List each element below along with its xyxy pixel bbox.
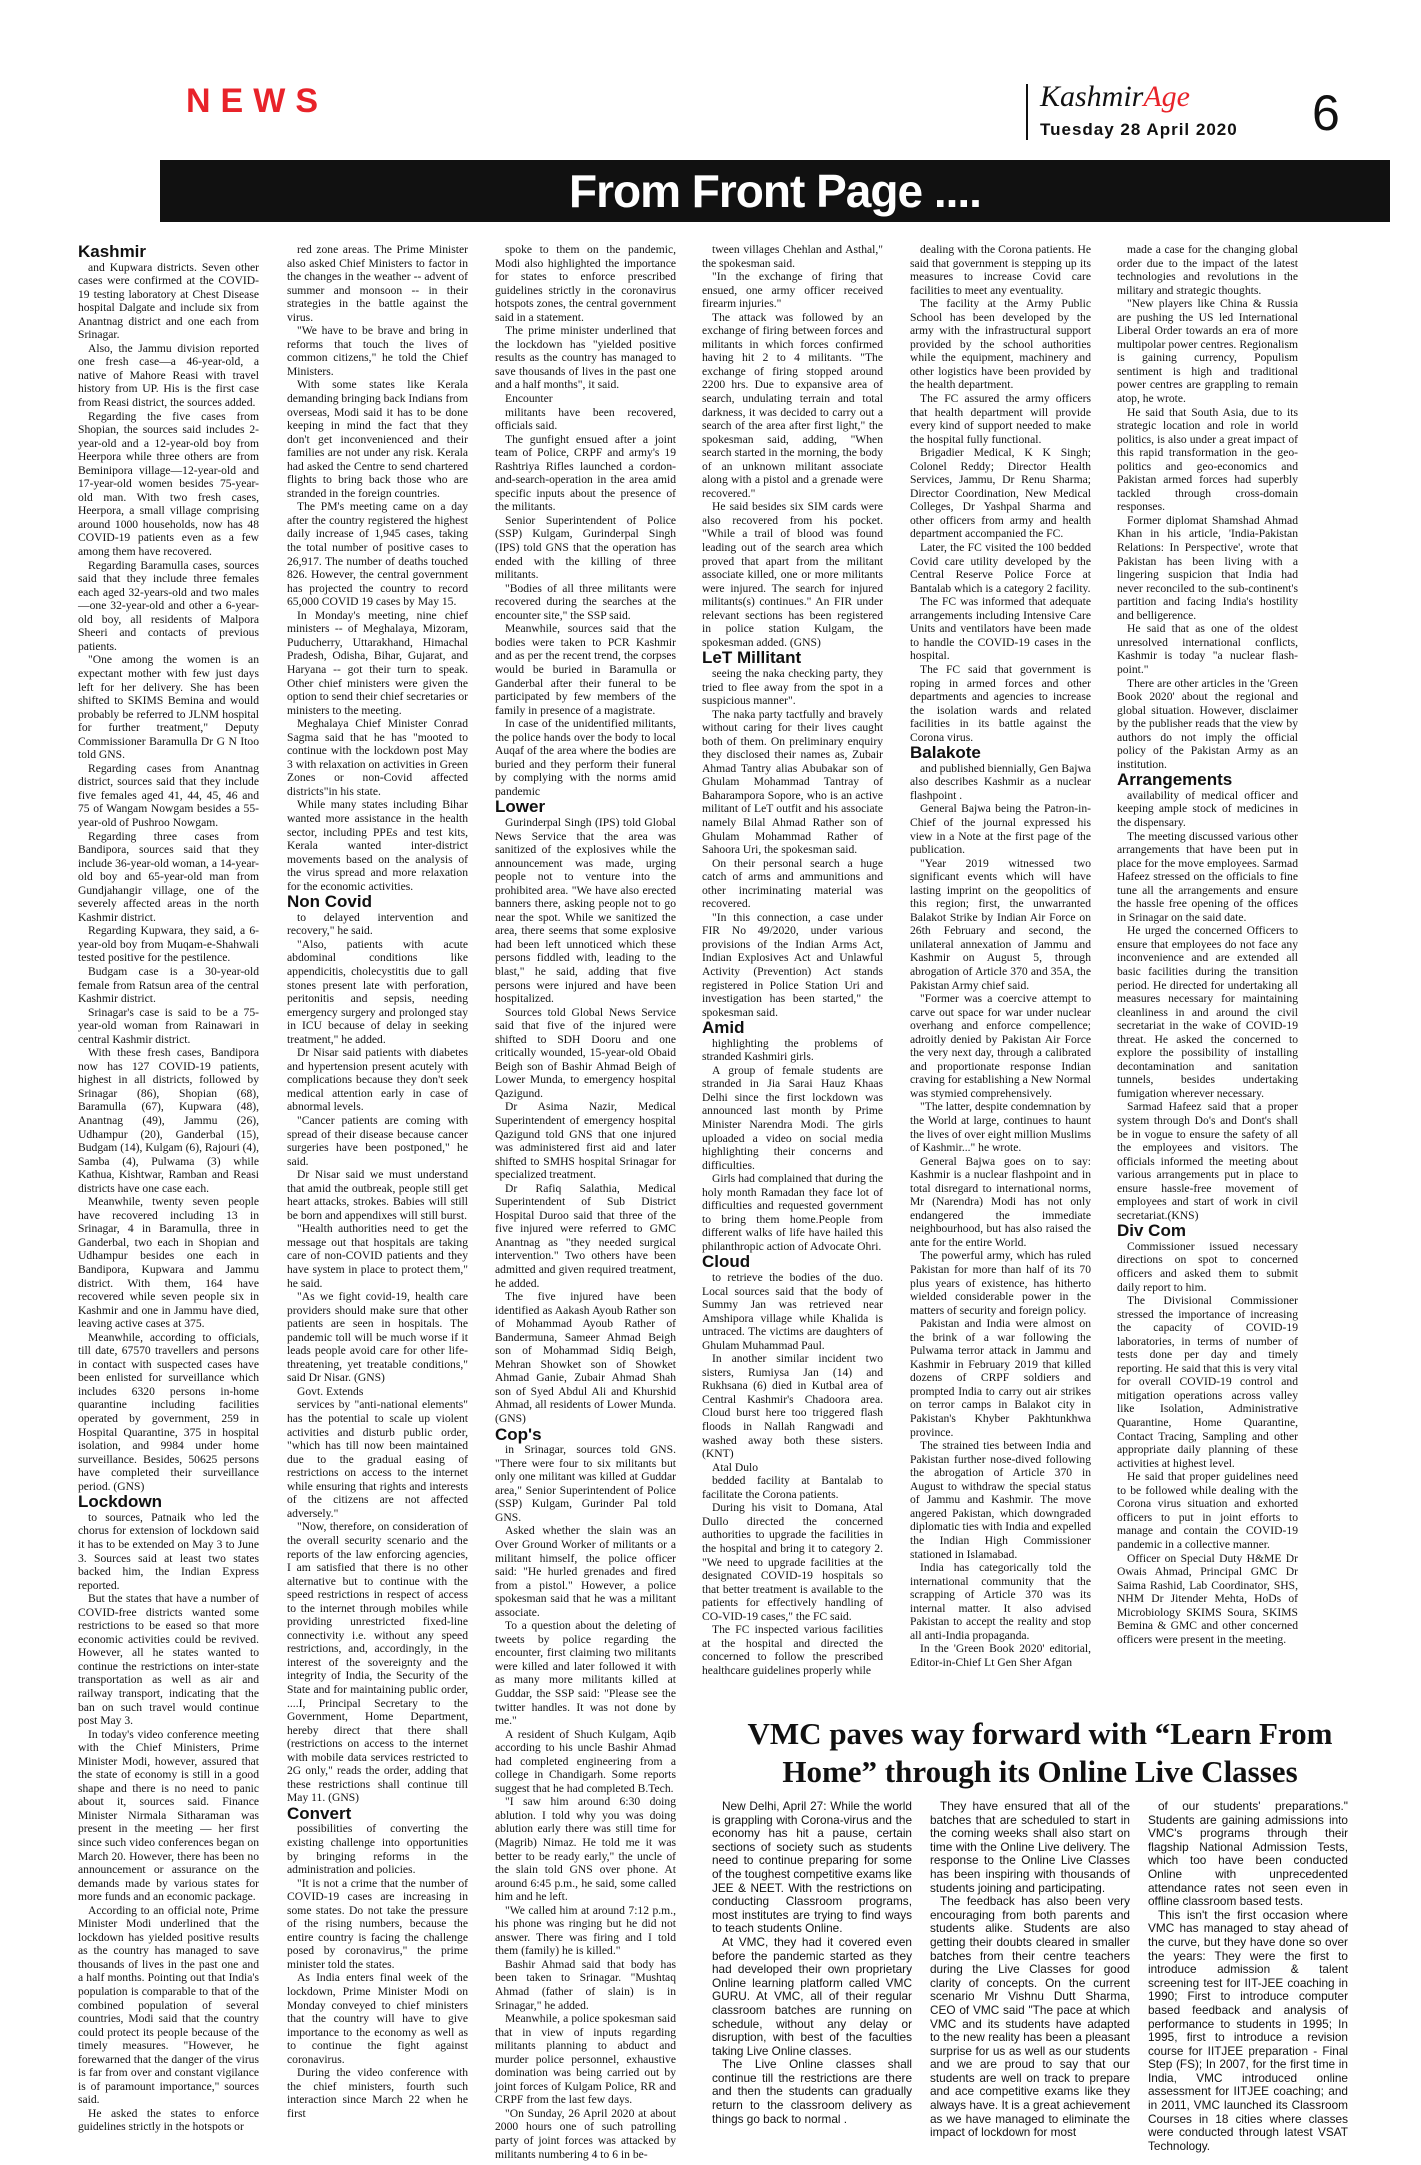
vmc-paragraph: The Live Online classes shall continue till the restrictions are there and then the students can gradually return to the classroom delivery as things go back to normal .: [712, 2057, 912, 2126]
article-paragraph: "Bodies of all three militants were recovered during the searches at the encounter site," the SSP said.: [495, 581, 676, 622]
section-heading: Cop's: [495, 1424, 542, 1444]
article-paragraph: Srinagar's case is said to be a 75-year-old woman from Rainawari in central Kashmir district.: [78, 1005, 259, 1046]
article-paragraph: to delayed intervention and recovery," he said.: [287, 910, 468, 938]
masthead: [1026, 80, 1316, 142]
article-paragraph: The naka party tactfully and bravely without caring for their lives caught both of them. On preliminary enquiry they disclosed their names as, Zubair Ahmad Tantry alias Abubakar son of Ghulam Mohammad Tantray of Baharampora Sopore, who is an active militant of LeT outfit and his associate namely Bilal Ahmad Rather son of Ghulam Mohammad Rather of Sahoora Uri, the spokesman said.: [702, 707, 883, 857]
article-paragraph: According to an official note, Prime Minister Modi underlined that the lockdown has yielded positive results as the country has managed to save thousands of lives in the past one and a half months. Pointing out that India's population is comparable to that of the combined population of several countries, Modi said that the country could protect its people because of the timely measures. "However, he forewarned that the danger of the virus is far from over and constant vigilance is of paramount importance," sources said.: [78, 1903, 259, 2107]
article-paragraph: "New players like China & Russia are pushing the US led International Liberal Order towards an era of more multipolar power centres. Regionalism is gaining currency, Populism sentiment is high and traditional power centres are grappling to remain atop, he wrote.: [1117, 297, 1298, 406]
article-paragraph: To a question about the deleting of tweets by police regarding the encounter, first claiming two militants were killed and later followed it with as many more militants killed at Guddar, the SSP said: "Please see the twitter handles. It was not done by me.": [495, 1619, 676, 1728]
article-paragraph: In another similar incident two sisters, Rumiysa Jan (14) and Rukhsana (6) died in Kutbal area of Central Kashmir's Chadoora area. Cloud burst here too triggered flash floods in Nallah Rangwadi and washed away both these sisters. (KNT): [702, 1352, 883, 1461]
section-heading: Lockdown: [78, 1492, 163, 1512]
article-paragraph: dealing with the Corona patients. He said that government is stepping up its measures to increase Covid care facilities to meet any eventuality.: [910, 243, 1091, 297]
article-paragraph: The PM's meeting came on a day after the country registered the highest daily increase of 1,945 cases, taking the total number of positive cases to 26,917. The number of deaths touched 826. However, the central government has projected the country to record 65,000 COVID 19 cases by May 15.: [287, 500, 468, 609]
article-paragraph: "In this connection, a case under FIR No 49/2020, under various provisions of the Indian Arms Act, Indian Explosives Act and Unlawful Activity (Prevention) Act stands registered in Police Station Uri and investigation has been started," the spokesman said.: [702, 910, 883, 1019]
article-paragraph: General Bajwa being the Patron-in-Chief of the journal expressed his view in a Note at the first page of the publication.: [910, 802, 1091, 857]
article-paragraph: to retrieve the bodies of the duo. Local sources said that the body of Summy Jan was retrieved near Amshipora village while Khalida is untraced. The victims are daughters of Ghulam Muhammad Paul.: [702, 1271, 883, 1352]
article-paragraph: He urged the concerned Officers to ensure that employees do not face any inconvenience and are extended all basic facilities during the transition period. He directed for undertaking all measures necessary for maintaining cleanliness in and around the civil secretariat in the wake of COVID-19 threat. He asked the concerned to explore the possibility of installing decontamination and sanitation tunnels, besides undertaking fumigation wherever necessary.: [1117, 924, 1298, 1100]
article-column-1: [78, 242, 259, 2134]
article-paragraph: On their personal search a huge catch of arms and ammunitions and other incriminating material was recovered.: [702, 856, 883, 911]
article-paragraph: availability of medical officer and keeping ample stock of medicines in the dispensary.: [1117, 788, 1298, 829]
article-paragraph: "Also, patients with acute abdominal conditions like appendicitis, cholecystitis due to gall stones present late with perforation, peritonitis and sepsis, needing emergency surgery and prolonged stay in ICU because of delay in seeking treatment," he added.: [287, 937, 468, 1046]
article-paragraph: A group of female students are stranded in Jia Sarai Hauz Khaas Delhi since the first lockdown was announced last month by Prime Minister Narendra Modi. The girls uploaded a video on social media highlighting their concerns and difficulties.: [702, 1063, 883, 1172]
article-column-2: [287, 243, 468, 2120]
section-heading: LeT Millitant: [702, 648, 802, 668]
article-paragraph: With some states like Kerala demanding bringing back Indians from overseas, Modi said it has to be done keeping in mind the fact that they don't get inconvenienced and their families are not under any risk. Kerala had asked the Centre to send chartered flights to bring back those who are stranded in the foreign countries.: [287, 378, 468, 500]
article-paragraph: possibilities of converting the existing challenge into opportunities by bringing reforms in the administration and policies.: [287, 1822, 468, 1877]
section-heading: Non Covid: [287, 892, 372, 912]
article-paragraph: A resident of Shuch Kulgam, Aqib according to his uncle Bashir Ahmad had completed engineering from a college in Chandigarh. Some reports suggest that he had completed B.Tech.: [495, 1727, 676, 1795]
article-paragraph: and published biennially, Gen Bajwa also describes Kashmir as a nuclear flashpoint .: [910, 761, 1091, 802]
article-paragraph: The meeting discussed various other arrangements that have been put in place for the move employees. Sarmad Hafeez stressed on the officials to fine tune all the arrangements and ensure the hassle free opening of the offices in Srinagar on the said date.: [1117, 829, 1298, 924]
section-heading: Lower: [495, 797, 546, 817]
article-paragraph: "As we fight covid-19, health care providers should make sure that other patients are seen in hospitals. The pandemic toll will be much worse if it leads people avoid care for other life-threatening, yet treatable conditions," said Dr Nisar. (GNS): [287, 1290, 468, 1385]
article-paragraph: red zone areas. The Prime Minister also asked Chief Ministers to factor in the changes in the weather -- advent of summer and monsoon -- in their strategies in the battle against the virus.: [287, 243, 468, 324]
article-paragraph: The gunfight ensued after a joint team of Police, CRPF and army's 19 Rashtriya Rifles launched a cordon-and-search-operation in the area amid specific inputs about the presence of the militants.: [495, 432, 676, 514]
article-paragraph: During the video conference with the chief ministers, fourth such interaction since March 22 when he first: [287, 2066, 468, 2120]
vmc-headline: VMC paves way forward with “Learn From Home” through its Online Live Classes: [747, 1716, 1333, 1789]
article-paragraph: Pakistan and India were almost on the brink of a war following the Pulwama terror attack in Jammu and Kashmir in February 2019 that killed dozens of CRPF soldiers and prompted India to carry out air strikes on terror camps in Balakot city in Pakistan's Khyber Pakhtunkhwa province.: [910, 1317, 1091, 1439]
article-paragraph: The FC said that government is roping in armed forces and other departments and agencies to increase the isolation wards and related facilities in its battle against the Corona virus.: [910, 662, 1091, 744]
article-paragraph: Regarding the five cases from Shopian, the sources said includes 2-year-old and a 12-year-old boy from Heerpora while three others are from Beminipora village—12-year-old and 17-year-old women besides 75-year-old man. With two fresh cases, Heerpora, a small village comprising around 1000 households, now has 48 COVID-19 patients even as a few among them have recovered.: [78, 409, 259, 559]
article-paragraph: "Year 2019 witnessed two significant events which will have lasting imprint on the geopolitics of this region; first, the unwarranted Balakot Strike by Indian Air Force on 26th February and second, the unilateral annexation of Jammu and Kashmir on August 5, through abrogation of Article 370 and 35A, the Pakistan Army chief said.: [910, 856, 1091, 992]
article-paragraph: During his visit to Domana, Atal Dullo directed the concerned authorities to upgrade the facilities in the hospital and bring it to category 2. "We need to upgrade facilities at the designated COVID-19 hospitals so that better treatment is available to the patients for effectively handling of CO-VID-19 cases," the FC said.: [702, 1501, 883, 1623]
article-paragraph: tween villages Chehlan and Asthal," the spokesman said.: [702, 243, 883, 270]
article-paragraph: He said that South Asia, due to its strategic location and role in world politics, is also under a great impact of this rapid transformation in the geo-politics and geo-economics and Pakistan armed forces had superbly tackled through cross-domain responses.: [1117, 405, 1298, 514]
article-paragraph: The facility at the Army Public School has been developed by the army with the infrastructural support provided by the school authorities while the equipment, machinery and other logistics have been provided by the health department.: [910, 297, 1091, 392]
article-paragraph: But the states that have a number of COVID-free districts wanted some restrictions to be eased so that more economic activities could be revived. However, all he states wanted to continue the restrictions on inter-state transportation as well as air and railway transport, indicating that the ban on such travel would continue post May 3.: [78, 1592, 259, 1728]
banner-title: From Front Page ....: [160, 160, 1390, 222]
article-paragraph: bedded facility at Bantalab to facilitate the Corona patients.: [702, 1474, 883, 1501]
article-paragraph: Regarding Kupwara, they said, a 6-year-old boy from Muqam-e-Shahwali tested positive for the pestilence.: [78, 924, 259, 965]
article-paragraph: Later, the FC visited the 100 bedded Covid care utility developed by the Central Reserve Police Force at Bantalab which is a category 2 facility.: [910, 541, 1091, 595]
article-paragraph: Regarding three cases from Bandipora, sources said that they include 36-year-old woman, a 14-year-old boy and 65-year-old man from Gundjahangir village, one of the severely affected areas in the north Kashmir district.: [78, 829, 259, 924]
article-column-5: [910, 243, 1091, 1703]
article-paragraph: He said that proper guidelines need to be followed while dealing with the Corona virus situation and exhorted officers to put in joint efforts to manage and contain the COVID-19 pandemic in a collective manner.: [1117, 1470, 1298, 1551]
article-paragraph: "Now, therefore, on consideration of the overall security scenario and the reports of the law enforcing agencies, I am satisfied that there is no other alternative but to continue with the speed restrictions in respect of access to the internet through mobiles while providing unrestricted fixed-line connectivity i.e. without any speed restrictions, and, accordingly, in the interest of the sovereignty and the integrity of India, the Security of the State and for maintaining public order, ....I, Principal Secretary to the Government, Home Department, hereby direct that there shall (restrictions on access to the internet with mobile data services restricted to 2G only," reads the order, adding that these restrictions shall continue till May 11. (GNS): [287, 1520, 468, 1805]
article-paragraph: Atal Dulo: [712, 1460, 759, 1474]
section-heading: Convert: [287, 1803, 352, 1823]
article-paragraph: highlighting the problems of stranded Kashmiri girls.: [702, 1036, 883, 1064]
article-paragraph: Encounter: [505, 392, 553, 406]
section-heading: Arrangements: [1117, 770, 1233, 790]
article-paragraph: "In the exchange of firing that ensued, one army officer received firearm injuries.": [702, 270, 883, 311]
article-paragraph: Also, the Jammu division reported one fresh case—a 46-year-old, a native of Mahore Reasi with travel history from UP. His is the first case from Reasi district, the sources added.: [78, 341, 259, 410]
article-paragraph: With these fresh cases, Bandipora now has 127 COVID-19 patients, highest in all districts, followed by Srinagar (86), Shopian (68), Baramulla (67), Kupwara (48), Anantnag (49), Jammu (26), Udhampur (20), Ganderbal (15), Budgam (14), Kulgam (6), Rajouri (4), Samba (4), Pulwama (3) while Kathua, Kishtwar, Ramban and Reasi districts have one case each.: [78, 1046, 259, 1195]
article-paragraph: In today's video conference meeting with the Chief Ministers, Prime Minister Modi, however, assured that the state of economy is still in a good shape and there is no need to panic about it, sources said. Finance Minister Nirmala Sitharaman was present in the meeting — her first since such video conferences began on March 20. However, there has been no announcement or assurance on the demands made by various states for more funds and an economic package.: [78, 1727, 259, 1904]
article-paragraph: Dr Asima Nazir, Medical Superintendent of emergency hospital Qazigund told GNS that one injured was administered first aid and later shifted to SMHS hospital Srinagar for specialized treatment.: [495, 1100, 676, 1182]
article-paragraph: He said besides six SIM cards were also recovered from his pocket. "While a trail of blood was found leading out of the search area which proved that apart from the militant associate killed, one or more militants were injured. The search for injured militants(s) continues." An FIR under relevant sections has been registered in police station Kulgam, the spokesman added. (GNS): [702, 500, 883, 649]
article-paragraph: India has categorically told the international community that the scrapping of Article 370 was its internal matter. It also advised Pakistan to accept the reality and stop all anti-India propaganda.: [910, 1561, 1091, 1642]
vmc-paragraph: The feedback has also been very encouraging from both parents and students alike. Students are also getting their doubts cleared in smaller batches from their centre teachers during the Live Classes for good clarity of concepts. On the current scenario Mr Vishnu Dutt Sharma, CEO of VMC said "The pace at which VMC and its students have adapted to the new reality has been a pleasant surprise for us as well as our students and we are proud to say that our students are well on track to prepare and ace competitive exams like they always have. It is a great achievement as we have managed to eliminate the impact of lockdown for most: [930, 1894, 1130, 2140]
article-paragraph: The FC assured the army officers that health department will provide every kind of support needed to make the hospital fully functional.: [910, 392, 1091, 446]
article-paragraph: Dr Nisar said patients with diabetes and hypertension present acutely with complications because they don't seek medical attention early in case of abnormal levels.: [287, 1046, 468, 1114]
section-heading: Kashmir: [78, 242, 147, 261]
article-paragraph: In case of the unidentified militants, the police hands over the body to local Auqaf of the area where the bodies are buried and they perform their funeral by complying with the norms amid pandemic: [495, 717, 676, 798]
article-paragraph: Meghalaya Chief Minister Conrad Sagma said that he has "mooted to continue with the lockdown post May 3 with relaxation on activities in Green Zones or non-Covid affected districts"in his state.: [287, 717, 468, 798]
article-paragraph: made a case for the changing global order due to the impact of the latest technologies and revolutions in the military and strategic thoughts.: [1117, 243, 1298, 297]
article-paragraph: "We have to be brave and bring in reforms that touch the lives of common citizens," he told the Chief Ministers.: [287, 324, 468, 378]
article-paragraph: services by "anti-national elements" has the potential to scale up violent activities and disturb public order, "which has till now been maintained due to the gradual easing of restrictions on access to the internet while ensuring that rights and interests of the citizens are not affected adversely.": [287, 1398, 468, 1520]
page-number: 6: [1312, 85, 1340, 141]
article-paragraph: The FC was informed that adequate arrangements including Intensive Care Units and ventilators have been made to handle the COVID-19 cases in the hospital.: [910, 595, 1091, 663]
article-paragraph: "One among the women is an expectant mother with few just days left for her delivery. She has been shifted to SKIMS Bemina and would probably be referred to JLNM hospital for further treatment," Deputy Commissioner Baramulla Dr G N Itoo told GNS.: [78, 653, 259, 762]
article-paragraph: Senior Superintendent of Police (SSP) Kulgam, Gurinderpal Singh (IPS) told GNS that the operation has ended with the killing of three militants.: [495, 513, 676, 582]
article-paragraph: In the 'Green Book 2020' editorial, Editor-in-Chief Lt Gen Sher Afgan: [910, 1642, 1091, 1669]
article-paragraph: He said that as one of the oldest unresolved international conflicts, Kashmir is today "a nuclear flash-point.": [1117, 622, 1298, 676]
article-paragraph: Govt. Extends: [297, 1384, 364, 1398]
article-paragraph: Meanwhile, twenty seven people have recovered including 13 in Srinagar, 4 in Baramulla, three in Ganderbal, two each in Shopian and Udhampur besides one each in Bandipora, Kupwara and Jammu district. With them, 164 have recovered while seven people six in Kashmir and one in Jammu have died, leaving active cases at 375.: [78, 1195, 259, 1331]
article-paragraph: "I saw him around 6:30 doing ablution. I told why you was doing ablution early there was still time for (Magrib) Nimaz. He told me it was better to be ready early," the uncle of the slain told GNS over phone. At around 6:45 p.m., he said, some called him and he left.: [495, 1795, 676, 1904]
article-paragraph: Brigadier Medical, K K Singh; Colonel Reddy; Director Health Services, Jammu, Dr Renu Sharma; Director Coordination, New Medical Colleges, Dr Yashpal Sharma and other officers from army and health department accompanied the FC.: [910, 446, 1091, 541]
article-paragraph: seeing the naka checking party, they tried to flee away from the spot in a suspicious manner".: [702, 666, 883, 708]
article-paragraph: Sarmad Hafeez said that a proper system through Do's and Dont's shall be in vogue to ensure the safety of all the employees and visitors. The officials informed the meeting about various arrangements put in place to ensure hassle-free movement of employees and start of work in civil secretariat.(KNS): [1117, 1100, 1298, 1222]
vmc-column-3: [1148, 1799, 1348, 2153]
article-paragraph: to sources, Patnaik who led the chorus for extension of lockdown said it has to be extended on May 3 to June 3. Sources said at least two states backed him, the Indian Express reported.: [78, 1510, 259, 1592]
article-paragraph: Meanwhile, according to officials, till date, 67570 travellers and persons in contact with suspected cases have been enlisted for surveillance which includes 6320 persons in-home quarantine including facilities operated by government, 259 in Hospital Quarantine, 375 in hospital isolation, and 9984 under home surveillance. Besides, 50625 persons have completed their surveillance period. (GNS): [78, 1330, 259, 1493]
masthead-divider: [1026, 84, 1028, 140]
masthead-name-part1: Kashmir: [1040, 80, 1144, 113]
article-paragraph: As India enters final week of the lockdown, Prime Minister Modi on Monday conveyed to chief ministers that the country will have to give importance to the economy as well as to continue the fight against coronavirus.: [287, 1971, 468, 2066]
article-paragraph: "Cancer patients are coming with spread of their disease because cancer surgeries have been postponed," he said.: [287, 1114, 468, 1168]
article-paragraph: militants have been recovered, officials said.: [495, 405, 676, 433]
article-column-4: [702, 243, 883, 1703]
article-paragraph: "We called him at around 7:12 p.m., his phone was ringing but he did not answer. There was firing and I told them (family) he is killed.": [495, 1903, 676, 1958]
masthead-date: Tuesday 28 April 2020: [1040, 120, 1238, 139]
vmc-paragraph: At VMC, they had it covered even before the pandemic started as they had developed their own proprietary Online learning platform called VMC GURU. At VMC, all of their regular classroom batches are running on schedule, without any delay or disruption, with best of the faculties taking Live Online classes.: [712, 1934, 912, 2058]
article-paragraph: and Kupwara districts. Seven other cases were confirmed at the COVID-19 testing laboratory at Chest Disease hospital Dalgate and include six from Anantnag district and one each from Srinagar.: [78, 260, 259, 342]
section-heading: Cloud: [702, 1252, 751, 1272]
article-paragraph: "Former was a coercive attempt to carve out space for war under nuclear overhang and enforce compellence; adroitly denied by Pakistan Air Force the very next day, through a calibrated and proportionate response Indian craving for establishing a New Normal was stymied comprehensively.: [910, 992, 1091, 1100]
article-paragraph: Former diplomat Shamshad Ahmad Khan in his article, 'India-Pakistan Relations: In Perspective', wrote that Pakistan has been living with a lingering suspicion that India had never reconciled to the sub-continent's partition and facing India's hostility and belligerence.: [1117, 513, 1298, 622]
article-paragraph: There are other articles in the 'Green Book 2020' about the regional and global situation. However, disclaimer by the publisher reads that the view by authors do not imply the official policy of the Pakistan Army as an institution.: [1117, 676, 1298, 771]
article-paragraph: in Srinagar, sources told GNS. "There were four to six militants but only one militant was killed at Guddar area," Senior Superintendent of Police (SSP) Kulgam, Gurinder Pal told GNS.: [495, 1443, 676, 1524]
article-paragraph: Dr Rafiq Salathia, Medical Superintendent of Sub District Hospital Duroo said that three of the five injured were referred to GMC Anantnag as "they needed surgical intervention." Two others have been admitted and given required treatment, he added.: [495, 1181, 676, 1290]
section-heading: Div Com: [1117, 1221, 1186, 1241]
article-paragraph: The FC inspected various facilities at the hospital and directed the concerned to follow the prescribed healthcare guidelines properly while: [702, 1623, 883, 1677]
article-paragraph: "Health authorities need to get the message out that hospitals are taking care of non-COVID patients and they have system in place to protect them," he said.: [287, 1222, 468, 1290]
article-paragraph: Gurinderpal Singh (IPS) told Global News Service that the area was sanitized of the explosives while the announcement was made, urging people not to venture into the prohibited area. "We have also erected banners there, asking people not to go near the spot. While we sanitized the area, there seems that some explosive had been left unnoticed which these persons fiddled with, leading to the blast," he said, adding that five persons were injured and have been hospitalized.: [495, 815, 676, 1006]
article-paragraph: The prime minister underlined that the lockdown has "yielded positive results as the country has managed to save thousands of lives in the past one and a half months", it said.: [495, 324, 676, 392]
article-paragraph: Bashir Ahmad said that body has been taken to Srinagar. "Mushtaq Ahmad (father of slain) is in Srinagar," he added.: [495, 1957, 676, 2012]
vmc-column-1: [712, 1799, 912, 2126]
vmc-paragraph: They have ensured that all of the batches that are scheduled to start in the coming weeks shall also start on time with the Online Live delivery. The response to the Online Live Classes has been inspiring with thousands of students joining and participating.: [930, 1799, 1130, 1895]
vmc-paragraph: New Delhi, April 27: While the world is grappling with Corona-virus and the economy has hit a pause, certain sections of society such as students need to continue preparing for some of the toughest competitive exams like JEE & NEET. With the restrictions on conducting Classroom programs, most institutes are trying to find ways to teach students Online.: [712, 1799, 912, 1936]
article-paragraph: Girls had complained that during the holy month Ramadan they face lot of difficulties and requested government to bring them home.People from different walks of life have hailed this philanthropic action of Advocate Ohri.: [702, 1172, 883, 1253]
article-paragraph: Budgam case is a 30-year-old female from Ratsun area of the central Kashmir district.: [78, 964, 259, 1006]
article-paragraph: In Monday's meeting, nine chief ministers -- of Meghalaya, Mizoram, Puducherry, Uttarakhand, Himachal Pradesh, Odisha, Bihar, Gujarat, and Haryana -- got their turn to speak. Other chief ministers were given the option to send their chief secretaries or ministers to the meeting.: [287, 608, 468, 717]
article-paragraph: General Bajwa goes on to say: Kashmir is a nuclear flashpoint and in total disregard to international norms, Mr (Narendra) Modi has not only endangered the immediate neighbourhood, but has also raised the ante for the entire World.: [910, 1154, 1091, 1249]
article-column-3: [495, 243, 676, 2161]
masthead-name-part2: Age: [1143, 80, 1190, 113]
article-paragraph: Commissioner issued necessary directions on spot to concerned officers and asked them to submit daily report to him.: [1117, 1239, 1298, 1294]
article-paragraph: "It is not a crime that the number of COVID-19 cases are increasing in some states. Do not take the pressure of the rising numbers, because the entire country is facing the challenge posed by coronavirus," the prime minister told the states.: [287, 1876, 468, 1971]
article-paragraph: Meanwhile, a police spokesman said that in view of inputs regarding militants planning to abduct and murder police personnel, exhaustive domination was being carried out by joint forces of Kulgam Police, RR and CRPF from the last few days.: [495, 2012, 676, 2107]
article-paragraph: "The latter, despite condemnation by the World at large, continues to haunt the lives of over eight million Muslims of Kashmir..." he wrote.: [910, 1100, 1091, 1155]
article-paragraph: While many states including Bihar wanted more assistance in the health sector, including PPEs and test kits, Kerala wanted inter-district movements based on the analysis of the virus spread and more relaxation for the economic activities.: [287, 798, 468, 893]
article-paragraph: Regarding cases from Anantnag district, sources said that they include five females aged 41, 44, 45, 46 and 75 of Wangam Nowgam besides a 55-year-old of Pushroo Nowgam.: [78, 761, 259, 829]
section-label: NEWS: [186, 82, 328, 120]
article-paragraph: spoke to them on the pandemic, Modi also highlighted the importance for states to enforce prescribed guidelines strictly in the coronavirus hotspots zones, the central government said in a statement.: [495, 243, 676, 324]
article-paragraph: Officer on Special Duty H&ME Dr Owais Ahmad, Principal GMC Dr Saima Rashid, Lab Coordinator, SHS, NHM Dr Jitender Mehta, HoDs of Microbiology SKIMS Soura, SKIMS Bemina & GMC and other concerned officers were present in the meeting.: [1117, 1551, 1298, 1646]
article-paragraph: The attack was followed by an exchange of firing between forces and militants in which forces confirmed having hit 2 to 4 militants. "The exchange of firing stopped around 2200 hrs. Due to expansive area of search, undulating terrain and total darkness, it was decided to carry out a search of the area after first light," the spokesman said, adding, "When search started in the morning, the body of an unknown militant associate along with a pistol and a grenade were recovered.": [702, 310, 883, 500]
vmc-column-2: [930, 1799, 1130, 2140]
vmc-paragraph: of our students' preparations." Students are gaining admissions into VMC's programs through their flagship National Admission Tests, which too have been conducted Online with unprecedented attendance rates not seen even in offline classroom based tests.: [1148, 1799, 1348, 1909]
article-paragraph: Meanwhile, sources said that the bodies were taken to PCR Kashmir and as per the recent trend, the corpses would be buried in Baramulla or Ganderbal after their funeral to be participated by few members of the family in presence of a magistrate.: [495, 622, 676, 717]
article-paragraph: The five injured have been identified as Aakash Ayoub Rather son of Mohammad Ayoub Rather of Bandermuna, Sameer Ahmad Beigh son of Mohammad Sidiq Beigh, Mehran Showket son of Showket Ahmad Ganie, Zubair Ahmad Shah son of Syed Abdul Ali and Khurshid Ahmad, all residents of Lower Munda. (GNS): [495, 1290, 676, 1426]
article-paragraph: Sources told Global News Service said that five of the injured were shifted to SDH Dooru and one critically wounded, 15-year-old Obaid Beigh son of Bashir Ahmad Beigh of Lower Munda, to emergency hospital Qazigund.: [495, 1005, 676, 1100]
masthead-title: [1040, 80, 1190, 114]
vmc-paragraph: This isn't the first occasion where VMC has managed to stay ahead of the curve, but they have done so over the years: They were the first to introduce admission & talent screening test for IIT-JEE coaching in 1990; First to introduce computer based feedback and analysis of performance to students in 1995; In 1995, first to introduce a revision course for IITJEE preparation - Final Step (FS); In 2007, for the first time in India, VMC introduced online assessment for IITJEE coaching; and in 2011, VMC launched its Classroom Courses in 18 cities where classes were conducted through latest VSAT Technology.: [1148, 1907, 1348, 2153]
section-heading: Amid: [702, 1018, 745, 1038]
article-paragraph: Asked whether the slain was an Over Ground Worker of militants or a militant himself, the police officer said: "He hurled grenades and fired from a pistol." However, a police spokesman said that he was a militant associate.: [495, 1524, 676, 1619]
article-paragraph: The Divisional Commissioner stressed the importance of increasing the capacity of COVID-19 laboratories, in terms of number of tests done per day and timely reporting. He said that this is very vital for overall COVID-19 control and mitigation operations across valley like Isolation, Administrative Quarantine, Home Quarantine, Contact Tracing, Sampling and other appropriate daily planning of these activities at highest level.: [1117, 1294, 1298, 1470]
article-paragraph: Dr Nisar said we must understand that amid the outbreak, people still get heart attacks, strokes. Babies will still be born and appendixes will still burst.: [287, 1168, 468, 1222]
article-paragraph: He asked the states to enforce guidelines strictly in the hotspots or: [78, 2106, 259, 2134]
article-column-6: [1117, 243, 1298, 1703]
article-paragraph: The powerful army, which has ruled Pakistan for more than half of its 70 plus years of existence, has hitherto wielded considerable power in the matters of security and foreign policy.: [910, 1249, 1091, 1317]
article-paragraph: The strained ties between India and Pakistan further nose-dived following the abrogation of Article 370 in August to withdraw the special status of Jammu and Kashmir. The move angered Pakistan, which downgraded diplomatic ties with India and expelled the Indian High Commissioner stationed in Islamabad.: [910, 1439, 1091, 1561]
article-paragraph: Regarding Baramulla cases, sources said that they include three females each aged 32-years-old and two males—one 32-year-old and other a 6-year-old boy, all residents of Malpora Sheeri and contacts of previous patients.: [78, 558, 259, 653]
section-heading: Balakote: [910, 743, 981, 763]
article-paragraph: "On Sunday, 26 April 2020 at about 2000 hours one of such patrolling party of joint forces was attacked by militants numbering 4 to 6 in be-: [495, 2106, 676, 2161]
